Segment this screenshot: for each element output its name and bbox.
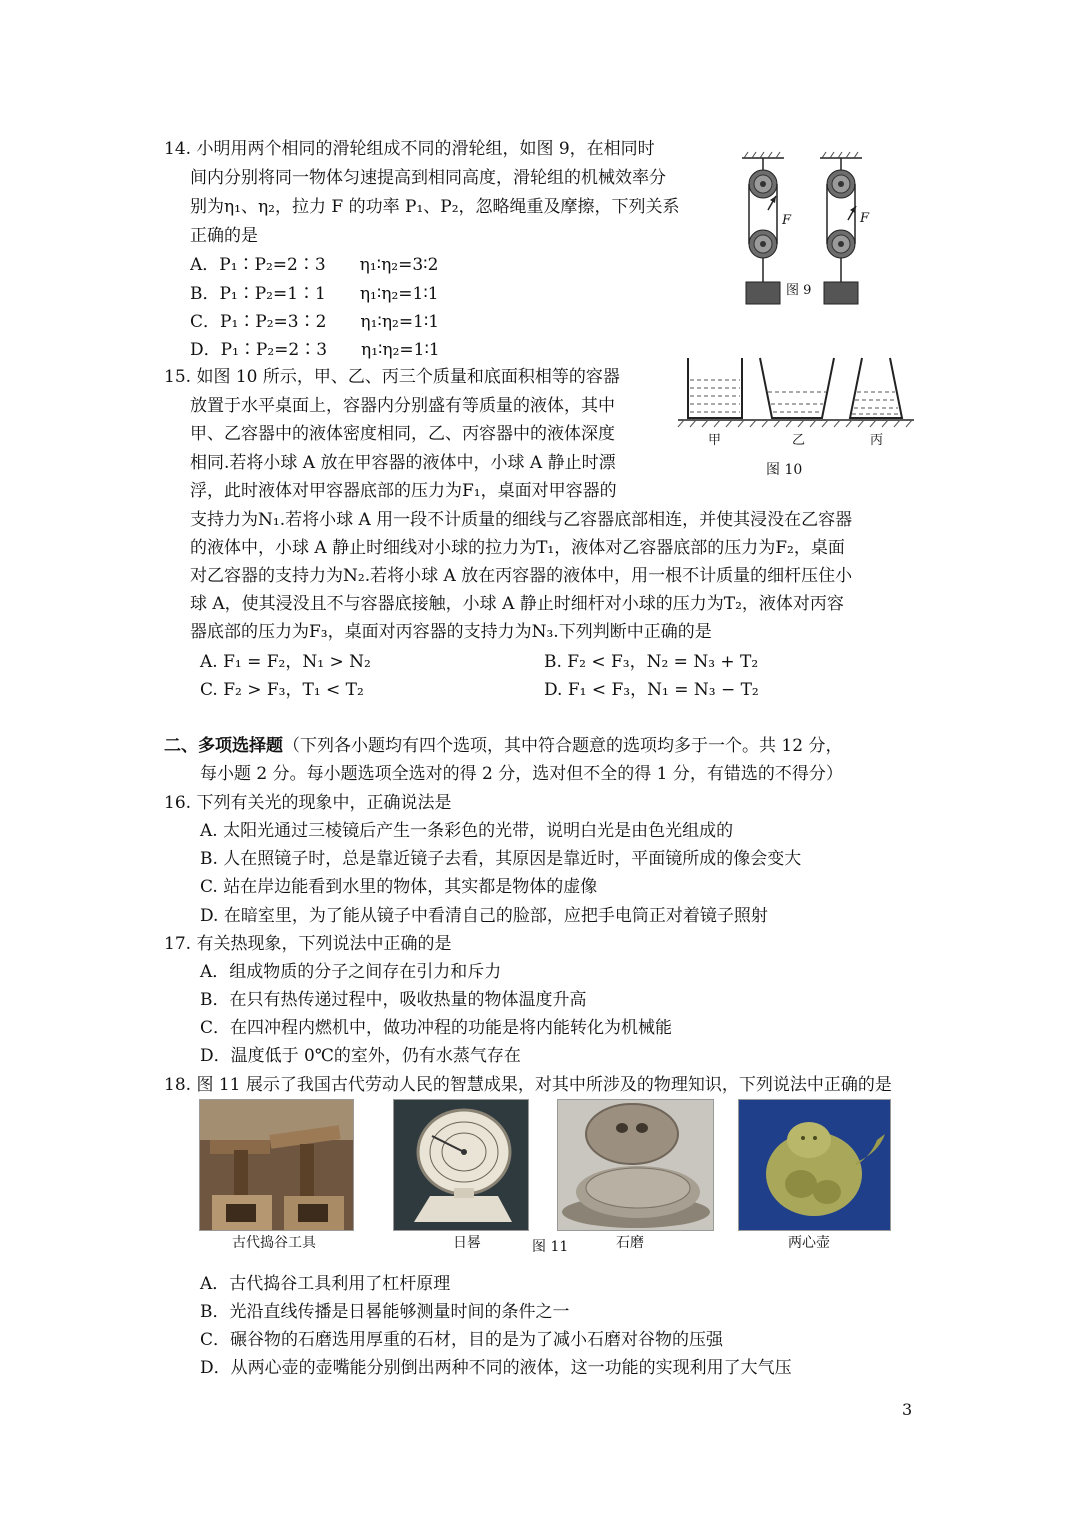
q15-option-b: B. F₂ < F₃，N₂ = N₃ + T₂ [544, 652, 759, 672]
photo-grain-pounder [199, 1099, 354, 1231]
photo-label-two-heart-pot: 两心壶 [788, 1235, 830, 1251]
figure-9-pulleys [738, 152, 868, 312]
q15-option-c: C. F₂ > F₃，T₁ < T₂ [200, 680, 364, 700]
q14-stem-line2: 间内分别将同一物体匀速提高到相同高度，滑轮组的机械效率分 [190, 168, 666, 188]
label-yi: 乙 [792, 433, 806, 448]
force-label-right: F [860, 211, 870, 226]
q15-stem-line8: 对乙容器的支持力为N₂.若将小球 A 放在丙容器的液体中，用一根不计质量的细杆压住小 [190, 566, 853, 586]
q15-stem-line7: 的液体中，小球 A 静止时细线对小球的拉力为T₁，液体对乙容器底部的压力为F₂，桌面 [190, 538, 845, 558]
container-yi [760, 358, 834, 418]
figure-10-caption: 图 10 [766, 462, 803, 478]
section2-header [164, 731, 842, 756]
photo-label-grain-pounder: 古代捣谷工具 [232, 1235, 316, 1251]
q14-option-d: D．P₁∶P₂=2∶3 η₁∶η₂=1∶1 [190, 340, 440, 360]
q14-option-c: C．P₁∶P₂=3∶2 η₁∶η₂=1∶1 [190, 312, 440, 332]
q17-option-b: B．在只有热传递过程中，吸收热量的物体温度升高 [200, 990, 587, 1010]
q15-stem-line6: 支持力为N₁.若将小球 A 用一段不计质量的细线与乙容器底部相连，并使其浸没在乙容器 [190, 510, 853, 530]
q16-option-d: D. 在暗室里，为了能从镜子中看清自己的脸部，应把手电筒正对着镜子照射 [200, 906, 768, 926]
section2-note-line1: （下列各小题均有四个选项，其中符合题意的选项均多于一个。共 12 分， [283, 736, 843, 756]
q14-stem-line1: 14. 小明用两个相同的滑轮组成不同的滑轮组，如图 9，在相同时 [164, 139, 655, 159]
figure-9-caption: 图 9 [786, 283, 812, 298]
pulley-system-left [746, 158, 780, 304]
q15-stem-line3: 甲、乙容器中的液体密度相同，乙、丙容器中的液体深度 [190, 424, 615, 444]
q17-option-a: A．组成物质的分子之间存在引力和斥力 [200, 962, 502, 982]
q15-stem-line10: 器底部的压力为F₃，桌面对丙容器的支持力为N₃.下列判断中正确的是 [190, 622, 712, 642]
q18-option-d: D．从两心壶的壶嘴能分别倒出两种不同的液体，这一功能的实现利用了大气压 [200, 1358, 792, 1378]
q17-stem: 17. 有关热现象，下列说法中正确的是 [164, 934, 452, 954]
q15-option-a: A. F₁ = F₂，N₁ > N₂ [200, 652, 371, 672]
section2-note-line2: 每小题 2 分。每小题选项全选对的得 2 分，选对但不全的得 1 分，有错选的不得分） [200, 764, 843, 784]
q14-option-a: A．P₁∶P₂=2∶3 η₁∶η₂=3∶2 [190, 255, 439, 275]
q17-option-c: C．在四冲程内燃机中，做功冲程的功能是将内能转化为机械能 [200, 1018, 673, 1038]
photo-sundial [393, 1099, 529, 1231]
q17-option-d: D．温度低于 0℃的室外，仍有水蒸气存在 [200, 1046, 521, 1066]
container-jia [688, 358, 742, 418]
q16-option-b: B. 人在照镜子时，总是靠近镜子去看，其原因是靠近时，平面镜所成的像会变大 [200, 849, 802, 869]
label-bing: 丙 [870, 433, 884, 448]
q15-option-d: D. F₁ < F₃，N₁ = N₃ − T₂ [544, 680, 759, 700]
q15-stem-line1: 15. 如图 10 所示，甲、乙、丙三个质量和底面积相等的容器 [164, 367, 620, 387]
q18-option-c: C．碾谷物的石磨选用厚重的石材，目的是为了减小石磨对谷物的压强 [200, 1330, 724, 1350]
q14-stem-line4: 正确的是 [190, 226, 258, 246]
pulley-system-right [824, 158, 858, 304]
q15-stem-line2: 放置于水平桌面上，容器内分别盛有等质量的液体，其中 [190, 396, 615, 416]
q18-stem: 18. 图 11 展示了我国古代劳动人民的智慧成果，对其中所涉及的物理知识，下列说法中正确的是 [164, 1075, 892, 1095]
q16-stem: 16. 下列有关光的现象中，正确说法是 [164, 793, 452, 813]
q14-stem-line3: 别为η₁、η₂，拉力 F 的功率 P₁、P₂，忽略绳重及摩擦，下列关系 [190, 197, 680, 217]
q15-stem-line5: 浮，此时液体对甲容器底部的压力为F₁，桌面对甲容器的 [190, 481, 617, 501]
section2-title: 二、多项选择题 [164, 736, 283, 756]
q15-stem-line4: 相同.若将小球 A 放在甲容器的液体中，小球 A 静止时漂 [190, 453, 616, 473]
q18-option-b: B．光沿直线传播是日晷能够测量时间的条件之一 [200, 1302, 570, 1322]
photo-two-heart-pot [738, 1099, 891, 1231]
figure-11-caption: 图 11 [532, 1239, 569, 1255]
page-number: 3 [902, 1400, 913, 1419]
photo-label-sundial: 日晷 [453, 1235, 481, 1251]
q18-option-a: A．古代捣谷工具利用了杠杆原理 [200, 1274, 451, 1294]
photo-stone-mill [557, 1099, 714, 1231]
q15-stem-line9: 球 A，使其浸没且不与容器底接触，小球 A 静止时细杆对小球的压力为T₂，液体对丙容 [190, 594, 844, 614]
force-label-left: F [782, 213, 792, 228]
q16-option-a: A. 太阳光通过三棱镜后产生一条彩色的光带，说明白光是由色光组成的 [200, 821, 734, 841]
q14-option-b: B．P₁∶P₂=1∶1 η₁∶η₂=1∶1 [190, 284, 439, 304]
figure-10-containers [676, 354, 916, 484]
container-bing [850, 358, 902, 418]
q16-option-c: C. 站在岸边能看到水里的物体，其实都是物体的虚像 [200, 877, 598, 897]
photo-label-stone-mill: 石磨 [616, 1235, 644, 1251]
label-jia: 甲 [708, 433, 722, 448]
